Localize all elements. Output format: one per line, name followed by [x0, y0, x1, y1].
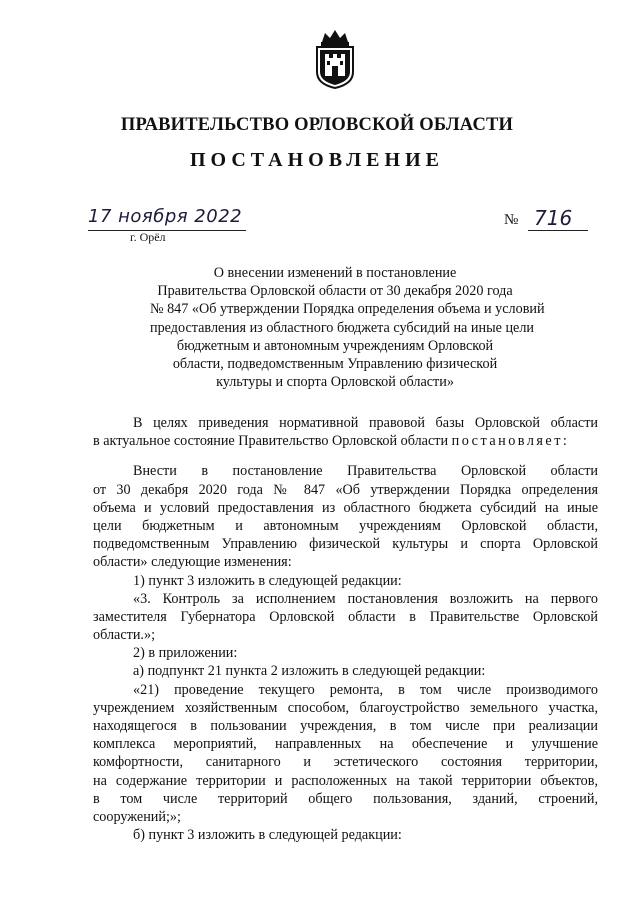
paragraph-line: объема и условий предоставления из областного бюджета субсидий на иные — [93, 499, 598, 516]
paragraph-line: от 30 декабря 2020 года № 847 «Об утверждении Порядка определения — [93, 481, 598, 498]
quote-line: сооружений;»; — [93, 808, 181, 825]
list-item: а) подпункт 21 пункта 2 изложить в следующей редакции: — [133, 663, 486, 680]
paragraph-line: Внести в постановление Правительства Орловской области — [133, 463, 598, 480]
quote-line: учреждением хозяйственным способом, благоустройство земельного участка, — [93, 699, 598, 716]
organization-title: ПРАВИТЕЛЬСТВО ОРЛОВСКОЙ ОБЛАСТИ — [120, 115, 514, 135]
preamble-emphasis: постановляет: — [451, 433, 570, 450]
quote-line: области.»; — [93, 627, 156, 644]
document-subject — [150, 264, 545, 391]
preamble-line — [93, 432, 598, 450]
quote-line: на содержание территории и расположенных на такой территории объектов, — [93, 772, 598, 789]
quote-line: заместителя Губернатора Орловской области в Правительстве Орловской — [93, 608, 598, 625]
subject-line: Правительства Орловской области от 30 декабря 2020 года — [157, 283, 513, 300]
quote-line: в том числе территорий общего пользования, зданий, строений, — [93, 790, 598, 807]
list-item: 2) в приложении: — [133, 645, 238, 662]
quote-line: комфортности, санитарного и эстетического состояния территории, — [93, 754, 598, 771]
document-body — [93, 414, 598, 844]
preamble-line: В целях приведения нормативной правовой базы Орловской области — [133, 415, 598, 431]
paragraph-line: цели бюджетным и автономным учреждениям Орловской области, — [93, 517, 598, 534]
preamble-text: в актуальное состояние Правительство Орловской области — [93, 433, 452, 450]
paragraph-line: области» следующие изменения: — [93, 554, 292, 571]
document-type-title: ПОСТАНОВЛЕНИЕ — [190, 149, 444, 171]
subject-line: № 847 «Об утверждении Порядка определения объема и условий — [150, 301, 545, 318]
subject-line: области, подведомственным Управлению физической — [172, 356, 498, 373]
quote-line: «3. Контроль за исполнением постановления возложить на первого — [133, 590, 598, 607]
list-item: 1) пункт 3 изложить в следующей редакции: — [133, 572, 402, 589]
subject-line: предоставления из областного бюджета субсидий на иные цели — [150, 319, 535, 336]
subject-line: культуры и спорта Орловской области» — [216, 374, 454, 391]
handwritten-number: 716 — [534, 206, 573, 230]
paragraph-line: подведомственным Управлению физической культуры и спорта Орловской — [93, 536, 598, 553]
quote-line: «21) проведение текущего ремонта, в том числе производимого — [133, 681, 598, 698]
date-underline — [88, 230, 246, 231]
handwritten-date: 17 ноября 2022 — [88, 206, 243, 227]
list-item: б) пункт 3 изложить в следующей редакции: — [133, 827, 402, 844]
city-label: г. Орёл — [130, 230, 166, 244]
date-block — [88, 206, 248, 246]
subject-line: бюджетным и автономным учреждениям Орловской — [176, 337, 494, 354]
number-sign: № — [504, 212, 519, 228]
quote-line: находящегося в пользовании учреждения, в том числе при реализации — [93, 718, 598, 734]
number-underline — [528, 230, 588, 231]
subject-line: О внесении изменений в постановление — [213, 265, 457, 281]
coat-of-arms-icon — [312, 28, 358, 90]
number-block — [504, 206, 600, 236]
quote-line: комплекса мероприятий, направленных на обеспечение и улучшение — [93, 736, 598, 753]
